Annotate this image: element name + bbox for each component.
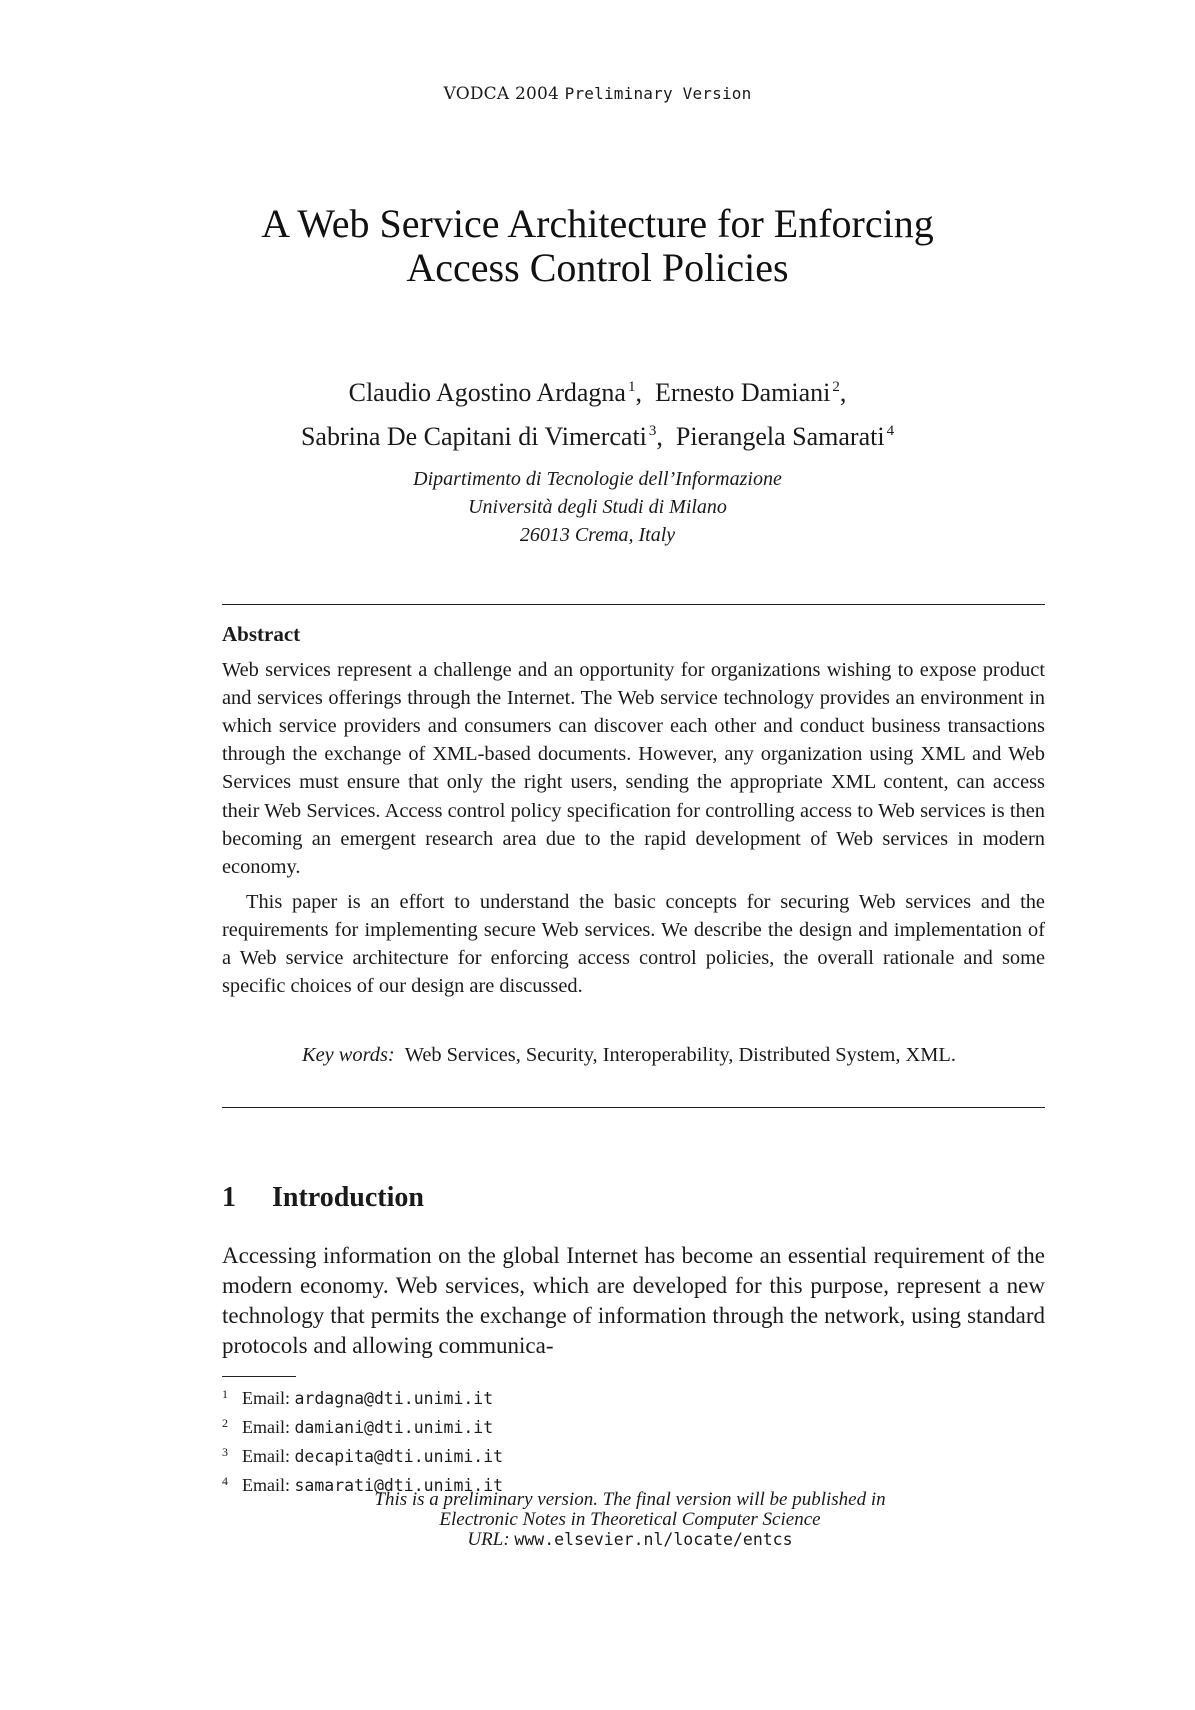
intro-paragraph: Accessing information on the global Internet has become an essential requirement of the modern economy. Web services, which are developed for this purpose, represent a new technology that permits the exchange of information through the network, using standard protocols and allowing communica-	[222, 1243, 1045, 1358]
running-header	[0, 84, 1195, 104]
footnote-number: 2	[222, 1416, 228, 1430]
footnote-label: Email:	[242, 1446, 290, 1466]
section-heading	[222, 1182, 424, 1214]
abstract-heading: Abstract	[222, 622, 301, 646]
keywords-label: Key words:	[302, 1044, 395, 1066]
footnote	[222, 1440, 922, 1469]
venue-label: VODCA 2004	[443, 84, 560, 104]
author-line-2: Sabrina De Capitani di Vimercati $^3$, Pierangela Samarati $^4$	[300, 422, 895, 451]
footnote-mark: 2	[832, 379, 840, 395]
url-label: URL:	[467, 1529, 510, 1550]
preliminary-line: This is a preliminary version. The final version will be published in	[374, 1489, 886, 1510]
title-line-1: A Web Service Architecture for Enforcing	[261, 201, 934, 246]
abstract-block	[222, 620, 1045, 1000]
abstract-bottom-rule	[222, 1107, 1045, 1108]
footnote-email: ardagna@dti.unimi.it	[294, 1389, 494, 1408]
author-name: Sabrina De Capitani di Vimercati	[300, 422, 647, 451]
affiliation-line: Dipartimento di Tecnologie dell’Informazione	[413, 468, 782, 490]
abstract-paragraph: Web services represent a challenge and an opportunity for organizations wishing to expose product and services offerings through the Internet. The Web service technology provides an environment in which service providers and consumers can discover each other and conduct business transactions through the exchange of XML-based documents. However, any organization using XML and Web Services must ensure that only the right users, sending the appropriate XML content, can access their Web Services. Access control policy specification for controlling access to Web services is then becoming an emergent research area due to the rapid development of Web services in modern economy.	[222, 659, 1045, 878]
footnote-mark: 1	[627, 379, 636, 395]
affiliation-line: Università degli Studi di Milano	[468, 496, 727, 518]
keywords	[302, 1040, 982, 1070]
footnote	[222, 1382, 922, 1411]
abstract-paragraph: This paper is an effort to understand the basic concepts for securing Web services and the requirements for implementing secure Web services. We describe the design and implementation of a Web service architecture for enforcing access control policies, the overall rationale and some specific choices of our design are discussed.	[222, 890, 1045, 998]
url-link[interactable]: www.elsevier.nl/locate/entcs	[514, 1530, 793, 1549]
section-title: Introduction	[272, 1182, 424, 1213]
author-name: Pierangela Samarati	[675, 422, 885, 451]
section-number: 1	[222, 1182, 236, 1213]
preliminary-note	[0, 1490, 1195, 1550]
paper-title	[0, 202, 1195, 290]
footnote-label: Email:	[242, 1475, 290, 1495]
footnote-email: samarati@dti.unimi.it	[294, 1476, 504, 1495]
preliminary-line: Electronic Notes in Theoretical Computer Science	[439, 1509, 821, 1530]
author-name: Claudio Agostino Ardagna	[348, 378, 626, 407]
footnote-label: Email:	[242, 1417, 290, 1437]
footnote-mark: 4	[886, 423, 895, 439]
author-name: Ernesto Damiani	[654, 378, 831, 407]
preliminary-url-line	[0, 1530, 1195, 1550]
footnote-mark: 3	[648, 423, 657, 439]
footnote-email: damiani@dti.unimi.it	[294, 1418, 494, 1437]
title-line-2: Access Control Policies	[406, 245, 789, 290]
affiliation	[0, 465, 1195, 549]
author-line-1: Claudio Agostino Ardagna $^1$, Ernesto Damiani $^2$,	[348, 378, 847, 407]
footnotes	[222, 1382, 922, 1498]
author-list	[0, 368, 1195, 456]
footnote-email: decapita@dti.unimi.it	[294, 1447, 504, 1466]
keywords-text: Web Services, Security, Interoperability, Distributed System, XML.	[404, 1044, 956, 1066]
version-label: Preliminary Version	[564, 84, 752, 103]
footnote-number: 1	[222, 1387, 228, 1401]
footnote-label: Email:	[242, 1388, 290, 1408]
affiliation-line: 26013 Crema, Italy	[519, 524, 676, 546]
abstract-top-rule	[222, 604, 1045, 605]
footnote-rule	[222, 1376, 296, 1377]
footnote-number: 3	[222, 1445, 228, 1459]
footnote-number: 4	[222, 1474, 228, 1488]
footnote	[222, 1411, 922, 1440]
